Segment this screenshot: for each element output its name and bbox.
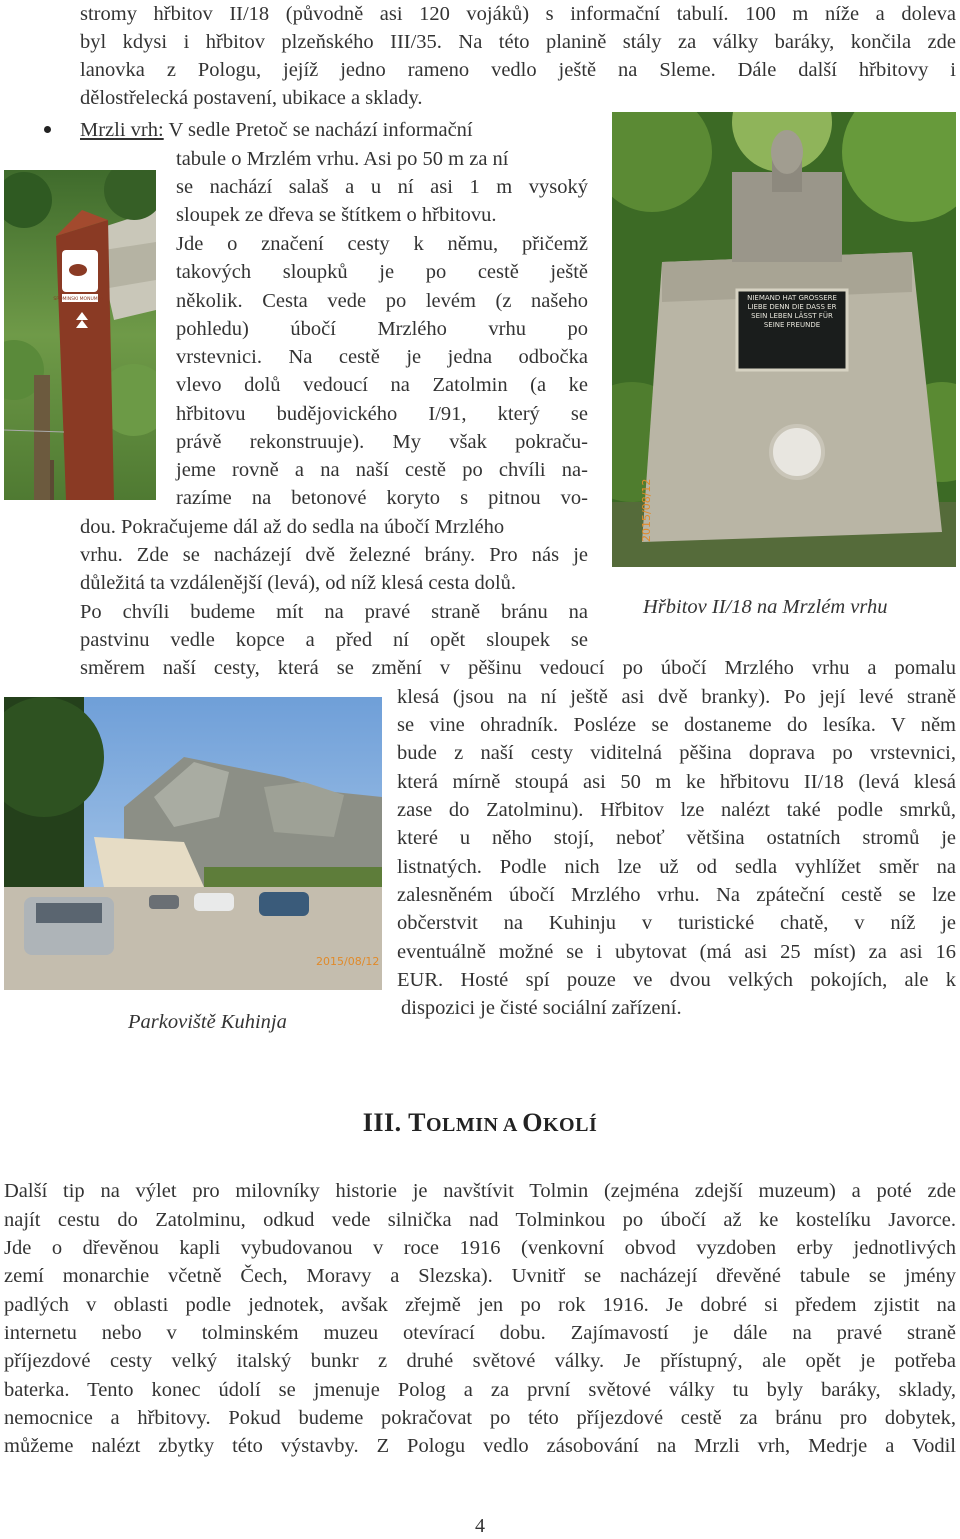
parking-stamp: 2015/08/12 <box>316 955 380 968</box>
text-line: se nachází salaš a u ní asi 1 m vysoký <box>176 176 588 198</box>
text-line: směrem naší cesty, která se změní v pěšinu vedoucí po úbočí Mrzlého vrhu a pomalu <box>80 657 956 679</box>
text-line: Jde o značení cesty k němu, přičemž <box>176 233 588 255</box>
signpost-illustration <box>4 170 156 500</box>
text-line: jeme rovně a na naší cestě po chvíli na- <box>176 459 588 481</box>
text-line: EUR. Hosté spí pouze ve dvou velkých pokojích, ale k <box>397 969 956 991</box>
text-line: baterka. Tento konec údolí se jmenuje Polog a za první světové války tu byly baráky, sklady, <box>4 1379 956 1401</box>
text-line: zemí monarchie včetně Čech, Moravy a Slezska). Uvnitř se nacházejí dřevěné tabule se jmény <box>4 1265 956 1287</box>
bullet-icon <box>44 126 51 133</box>
text-line: padlých v oblasti podle jednotek, avšak zřejmě jen po rok 1916. Je dobré si předem zjistit na <box>4 1294 956 1316</box>
page-number: 4 <box>475 1515 485 1537</box>
section-cap-2: O <box>522 1108 543 1137</box>
text-line: právě rekonstruuje). My však pokraču- <box>176 431 588 453</box>
parking-caption: Parkoviště Kuhinja <box>128 1011 287 1033</box>
text-line: dou. Pokračujeme dál až do sedla na úbočí Mrzlého <box>80 516 505 538</box>
text-line: listnatých. Podle nich lze už od sedla vyhlížet směr na <box>397 856 956 878</box>
text-line: klesá (jsou na ní ještě asi dvě branky). Po její levé straně <box>397 686 956 708</box>
text-line: vrhu. Zde se nacházejí dvě železné brány. Pro nás je <box>80 544 588 566</box>
sign-text: SPOMINSKI MONUMENT <box>53 297 107 302</box>
memorial-caption: Hřbitov II/18 na Mrzlém vrhu <box>643 596 888 618</box>
memorial-stamp: 2015/08/12 <box>640 478 653 542</box>
text-line: dělostřelecká postavení, ubikace a sklady. <box>80 87 423 109</box>
text-line: Další tip na výlet pro milovníky historie je navštívit Tolmin (zejména zdejší muzeum) a poté zde <box>4 1180 956 1202</box>
text-line: lanovka z Pologu, jejíž jedno rameno vedlo ještě na Sleme. Dále další hřbitovy i <box>80 59 956 81</box>
bullet-lead-rest: V sedle Pretoč se nachází informační <box>163 119 473 141</box>
text-line: Po chvíli budeme mít na pravé straně bránu na <box>80 601 588 623</box>
text-line: zase do Zatolminu). Hřbitov lze nalézt také podle smrků, <box>397 799 956 821</box>
section-title-part-2: KOLÍ <box>542 1114 598 1136</box>
plaque-text: NIEMAND HAT GRÖSSERE LIEBE DENN DIE DASS ER SEIN LEBEN LÄSST FÜR SEINE FREUNDE <box>747 294 837 329</box>
text-line: pastvinu vedle kopce a před ní opět sloupek se <box>80 629 588 651</box>
text-line: vlevo dolů vedoucí na Zatolmin (a ke <box>176 374 588 396</box>
section-cap-1: T <box>408 1108 426 1137</box>
section-title-part-1: OLMIN A <box>426 1114 523 1136</box>
text-line: hřbitovu budějovického I/91, který se <box>176 403 588 425</box>
memorial-illustration <box>612 112 956 567</box>
memorial-photo <box>612 112 956 567</box>
text-line: která mírně stoupá asi 50 m ke hřbitovu II/18 (levá klesá <box>397 771 956 793</box>
text-line: internetu nebo v tolminském muzeu otevírací dobu. Zajímavostí je dále na pravé straně <box>4 1322 956 1344</box>
text-line: můžeme nalézt zbytky této výstavby. Z Pologu vedlo zásobování na Mrzli vrh, Medrje a Vodil <box>4 1435 956 1457</box>
section-number: III. <box>362 1108 402 1137</box>
text-line: zalesněném úbočí Mrzlého vrhu. Na zpáteční cestě se lze <box>397 884 956 906</box>
parking-illustration <box>4 697 382 990</box>
text-line: dispozici je čisté sociální zařízení. <box>401 997 682 1019</box>
text-line: pohledu) úbočí Mrzlého vrhu po <box>176 318 588 340</box>
bullet-lead: Mrzli vrh: <box>80 119 164 141</box>
bullet-first-line <box>80 116 473 144</box>
text-line: eventuálně možné se i ubytovat (má asi 25 míst) za asi 16 <box>397 941 956 963</box>
text-line: občerstvit na Kuhinju v turistické chatě, v níž je <box>397 912 956 934</box>
text-line: nemocnice a hřbitovy. Pokud budeme pokračovat po této příjezdové cestě za bránu pro dobytek, <box>4 1407 956 1429</box>
text-line: sloupek ze dřeva se štítkem o hřbitovu. <box>176 204 497 226</box>
text-line: se vine ohradník. Posléze se dostaneme do lesíka. V něm <box>397 714 956 736</box>
text-line: bude z naší cesty viditelná pěšina doprava po vrstevnici, <box>397 742 956 764</box>
text-line: stromy hřbitov II/18 (původně asi 120 vojáků) s informační tabulí. 100 m níže a doleva <box>80 3 956 25</box>
section-heading <box>0 1108 960 1138</box>
text-line: razíme na betonové koryto s pitnou vo- <box>176 487 588 509</box>
text-line: najít cestu do Zatolminu, odkud vede silnička nad Tolminkou po úbočí až ke kostelíku Javorce. <box>4 1209 956 1231</box>
text-line: takových sloupků je po cestě ještě <box>176 261 588 283</box>
text-line: vrstevnici. Na cestě je jedna odbočka <box>176 346 588 368</box>
text-line: příjezdové cesty velký italský bunkr z druhé světové války. Je přístupný, ale opět je potřeba <box>4 1350 956 1372</box>
text-line: důležitá ta vzdálenější (levá), od níž klesá cesta dolů. <box>80 572 517 594</box>
text-line: které u něho stojí, neboť většina ostatních stromů je <box>397 827 956 849</box>
text-line: Jde o dřevěnou kapli vybudovanou v roce 1916 (venkovní obvod vyzdoben erby jednotlivých <box>4 1237 956 1259</box>
text-line: několik. Cesta vede po levém (z našeho <box>176 290 588 312</box>
text-line: tabule o Mrzlém vrhu. Asi po 50 m za ní <box>176 148 509 170</box>
text-line: byl kdysi i hřbitov plzeňského III/35. Na této planině stály za války baráky, končila zde <box>80 31 956 53</box>
parking-photo <box>4 697 382 990</box>
signpost-photo <box>4 170 156 500</box>
